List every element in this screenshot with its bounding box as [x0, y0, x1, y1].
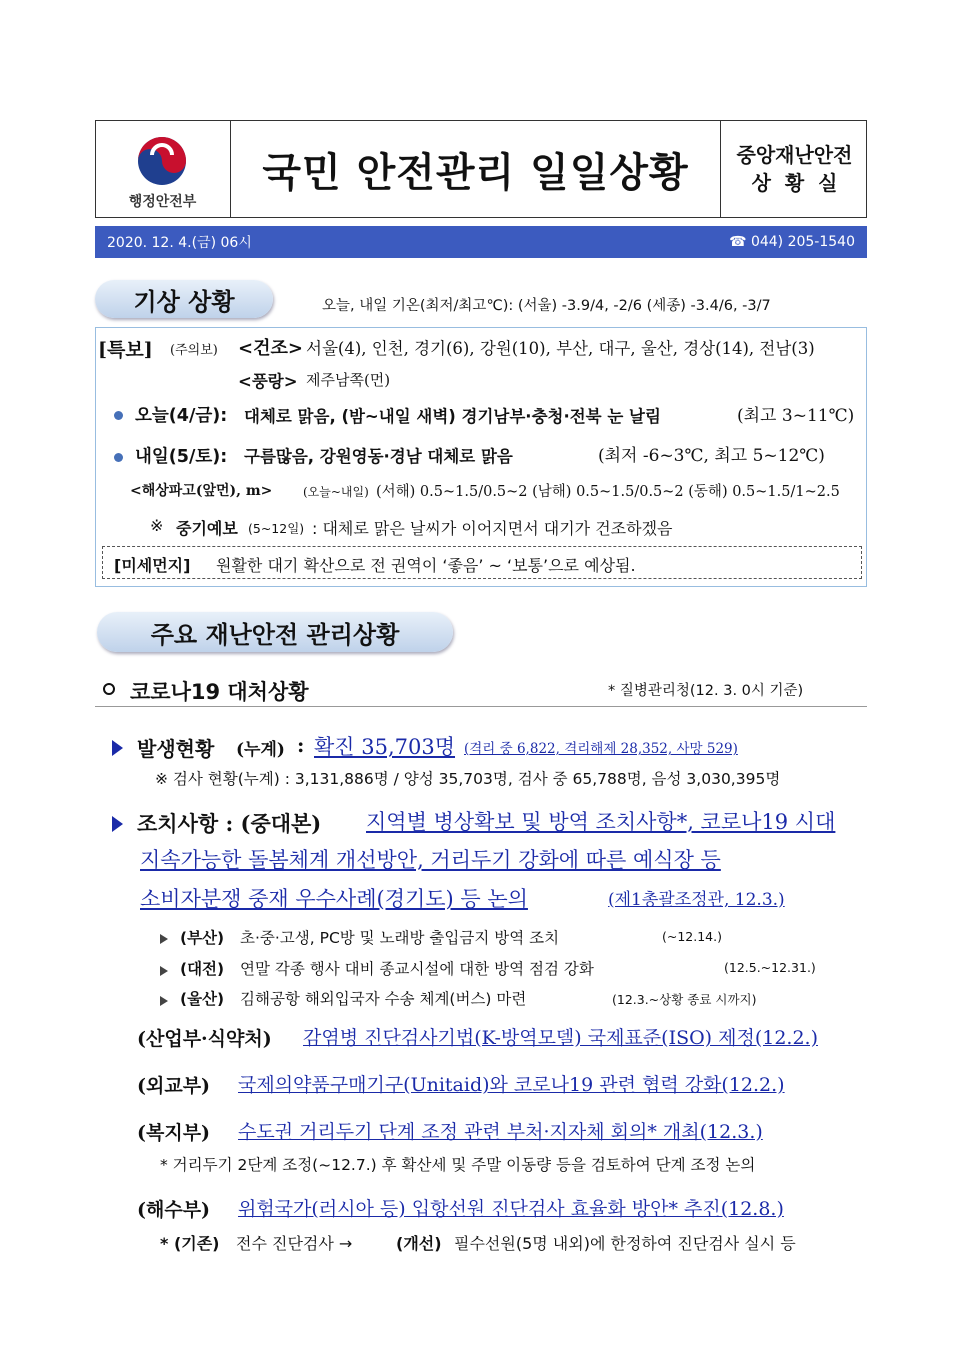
bullet-dot-icon: [114, 453, 123, 462]
daejeon-label: (대전): [180, 960, 225, 978]
busan-date: (~12.14.): [662, 929, 722, 944]
ulsan-text: 김해공항 해외입국자 수송 체계(버스) 마련: [240, 990, 527, 1008]
triangle-bullet-icon: [112, 816, 123, 832]
wind-warning-label: <풍랑>: [238, 372, 298, 391]
triangle-bullet-icon: [112, 740, 123, 756]
report-header: [95, 120, 867, 218]
ministry-emblem-icon: [134, 133, 190, 189]
mof-note-after-label: (개선): [396, 1234, 442, 1253]
measures-line-2: 지속가능한 돌봄체계 개선방안, 거리두기 강화에 따른 예식장 등: [140, 848, 721, 872]
title-cell: [231, 121, 721, 217]
today-label: 오늘(4/금):: [135, 406, 228, 426]
today-temperature: (최고 3~11℃): [737, 406, 855, 426]
wave-sub: (오늘~내일): [303, 485, 369, 499]
agency-text-mohw: 수도권 거리두기 단계 조정 관련 부처·지자체 회의* 개최(12.3.): [238, 1121, 763, 1143]
measures-line-3: 소비자분쟁 중재 우수사례(경기도) 등 논의: [140, 887, 528, 911]
fine-dust-label: [미세먼지]: [114, 556, 191, 575]
small-triangle-icon: [160, 966, 168, 976]
section-divider: [95, 706, 867, 707]
page-title: 국민 안전관리 일일상황: [262, 149, 689, 196]
weather-heading: 기상 상황: [95, 280, 273, 318]
ministry-logo-cell: [96, 121, 231, 217]
wave-label: <해상파고(앞먼), m>: [130, 483, 273, 499]
busan-label: (부산): [180, 929, 225, 947]
test-status: ※ 검사 현황(누계) : 3,131,886명 / 양성 35,703명, 검사 중 65,788명, 음성 3,030,395명: [155, 770, 781, 788]
agency-label-mofa: (외교부): [137, 1075, 211, 1097]
busan-text: 초·중·고생, PC방 및 노래방 출입금지 방역 조치: [240, 929, 560, 947]
mid-forecast-label: 중기예보: [176, 519, 238, 538]
mof-note-before-label: * (기존): [160, 1234, 220, 1253]
agency-label-mohw: (복지부): [137, 1122, 211, 1144]
mid-forecast-text: : 대체로 맑은 날씨가 이어지면서 대기가 건조하겠음: [312, 519, 673, 538]
ministry-name: 행정안전부: [128, 194, 197, 210]
daejeon-text: 연말 각종 행사 대비 종교시설에 대한 방역 점검 강화: [240, 960, 594, 978]
confirmed-count: 확진 35,703명: [314, 735, 456, 759]
mof-note-after-text: 필수선원(5명 내외)에 한정하여 진단검사 실시 등: [454, 1234, 796, 1253]
agency-text-mof: 위험국가(러시아 등) 입항선원 진단검사 효율화 방안* 추진(12.8.): [238, 1198, 784, 1220]
tomorrow-forecast: 구름많음, 강원영동·경남 대체로 맑음: [244, 447, 513, 466]
confirmed-detail: (격리 중 6,822, 격리해제 28,352, 사망 529): [464, 741, 738, 757]
tomorrow-temperature: (최저 -6~3℃, 최고 5~12℃): [598, 446, 825, 466]
bullet-dot-icon: [114, 411, 123, 420]
dry-warning-label: <건조>: [238, 338, 303, 359]
tomorrow-label: 내일(5/토):: [135, 447, 228, 467]
fine-dust-text: 원활한 대기 확산으로 전 권역이 ‘좋음’ ~ ‘보통’으로 예상됨.: [216, 556, 636, 575]
measures-line-3-date: (제1총괄조정관, 12.3.): [608, 890, 785, 910]
measures-line-1: 지역별 병상확보 및 방역 조치사항*, 코로나19 시대: [366, 810, 836, 834]
dry-warning-regions: 서울(4), 인천, 경기(6), 강원(10), 부산, 대구, 울산, 경상(14), 전남(3): [306, 339, 815, 358]
mof-note-before-text: 전수 진단검사 →: [236, 1234, 353, 1253]
special-warning-sub: (주의보): [170, 343, 218, 358]
mid-forecast-sub: (5~12일): [248, 521, 305, 536]
wind-warning-regions: 제주남쪽(먼): [306, 371, 391, 389]
covid-section-title: 코로나19 대처상황: [130, 680, 309, 704]
ulsan-date: (12.3.~상황 종료 시까지): [612, 992, 757, 1007]
occurrence-sub: (누계): [236, 740, 285, 760]
small-triangle-icon: [160, 996, 168, 1006]
report-date: 2020. 12. 4.(금) 06시: [107, 235, 252, 251]
daejeon-date: (12.5.~12.31.): [724, 960, 816, 975]
special-warning-label: [특보]: [98, 339, 153, 361]
agency-label-mof: (해수부): [137, 1199, 211, 1221]
covid-data-source: * 질병관리청(12. 3. 0시 기준): [608, 683, 804, 699]
mid-forecast-prefix: ※: [150, 516, 164, 535]
agency-text-mofa: 국제의약품구매기구(Unitaid)와 코로나19 관련 협력 강화(12.2.): [238, 1074, 785, 1096]
wave-heights: (서해) 0.5~1.5/0.5~2 (남해) 0.5~1.5/0.5~2 (동해) 0.5~1.5/1~2.5: [376, 484, 840, 500]
temperature-summary: 오늘, 내일 기온(최저/최고℃): (서울) -3.9/4, -2/6 (세종) -3.4/6, -3/7: [322, 298, 771, 314]
date-bar: [95, 226, 867, 258]
mohw-note: * 거리두기 2단계 조정(~12.7.) 후 확산세 및 주말 이동량 등을 검토하여 단계 조정 논의: [160, 1156, 756, 1174]
main-heading: 주요 재난안전 관리상황: [97, 612, 453, 652]
measures-label: 조치사항 : (중대본): [137, 811, 322, 836]
center-line-2: 상 황 실: [751, 171, 838, 195]
occurrence-label: 발생현황: [137, 737, 215, 761]
occurrence-colon: :: [290, 733, 312, 757]
center-line-1: 중앙재난안전: [736, 143, 853, 167]
agency-text-motie: 감염병 진단검사기법(K-방역모델) 국제표준(ISO) 제정(12.2.): [303, 1027, 818, 1049]
situation-room-cell: [721, 121, 868, 217]
today-forecast: 대체로 맑음, (밤~내일 새벽) 경기남부·충청·전북 눈 날림: [244, 407, 661, 426]
ulsan-label: (울산): [180, 990, 225, 1008]
agency-label-motie: (산업부·식약처): [137, 1028, 272, 1050]
small-triangle-icon: [160, 934, 168, 944]
contact-phone: ☎ 044) 205-1540: [729, 234, 855, 250]
circle-bullet-icon: [103, 683, 115, 695]
